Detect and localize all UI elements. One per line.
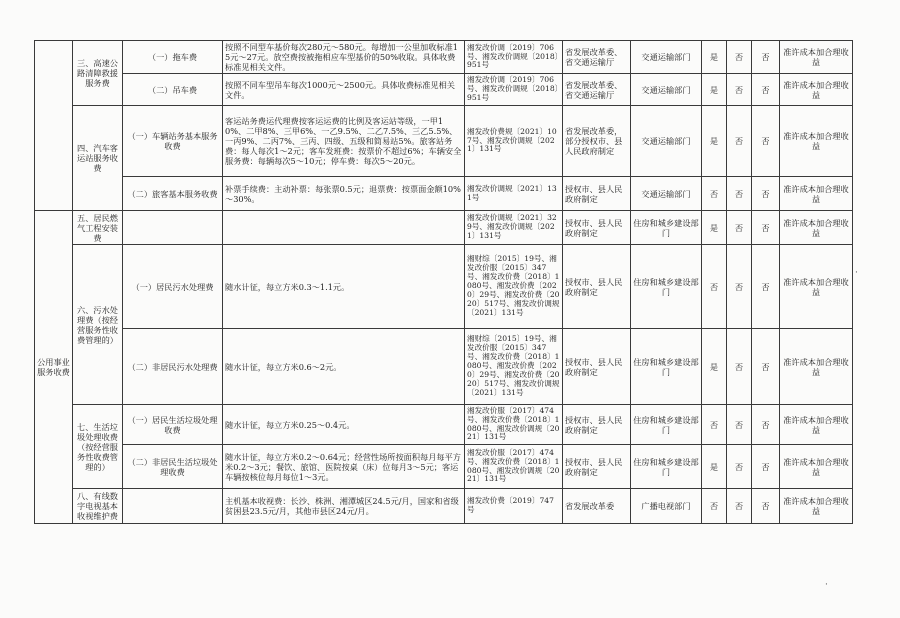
basis-cell: 湘发改价费〔2019〕747号 [465, 489, 563, 524]
flag-cell: 否 [727, 211, 752, 245]
standard-cell: 随水计征，每立方米0.6～2元。 [223, 329, 465, 405]
flag-cell: 否 [702, 245, 727, 329]
dept-cell: 住房和城乡建设部门 [631, 445, 702, 489]
flag-cell: 否 [752, 177, 780, 211]
dept-cell: 住房和城乡建设部门 [631, 245, 702, 329]
flag-cell: 是 [702, 329, 727, 405]
note-cell: 准许成本加合理收益 [780, 177, 853, 211]
pricing-cell: 授权市、县人民政府制定 [563, 211, 631, 245]
basis-cell: 湘发改价调〔2019〕706号、湘发改价调规〔2018〕951号 [465, 41, 563, 74]
flag-cell: 否 [727, 405, 752, 445]
dept-cell: 交通运输部门 [631, 74, 702, 106]
dept-cell: 住房和城乡建设部门 [631, 405, 702, 445]
pricing-cell: 省发展改革委、省交通运输厅 [563, 41, 631, 74]
table-row [35, 489, 853, 524]
basis-cell: 湘发改价调规〔2021〕329号、湘发改价调规〔2021〕131号 [465, 211, 563, 245]
flag-cell: 否 [752, 41, 780, 74]
flag-cell: 是 [702, 445, 727, 489]
pricing-cell: 授权市、县人民政府制定 [563, 445, 631, 489]
note-cell: 准许成本加合理收益 [780, 489, 853, 524]
scan-speck: · [825, 580, 828, 590]
flag-cell: 否 [702, 405, 727, 445]
pricing-cell: 省发展改革委，部分授权市、县人民政府制定 [563, 106, 631, 177]
level1-cell: 八、有线数字电视基本收视维护费 [73, 489, 123, 524]
flag-cell: 是 [702, 74, 727, 106]
level1-cell: 四、汽车客运站服务收费 [73, 106, 123, 211]
dept-cell: 交通运输部门 [631, 106, 702, 177]
dept-cell: 广播电视部门 [631, 489, 702, 524]
pricing-cell: 授权市、县人民政府制定 [563, 329, 631, 405]
basis-cell: 湘财综〔2015〕19号、湘发改价服〔2015〕347号、湘发改价费〔2018〕1080号、湘发改价费〔2020〕29号、湘发改价费〔2020〕517号、湘发改价调规〔2021〕131号 [465, 329, 563, 405]
flag-cell: 否 [752, 74, 780, 106]
basis-cell: 湘财综〔2015〕19号、湘发改价服〔2015〕347号、湘发改价费〔2018〕1080号、湘发改价费〔2020〕29号、湘发改价费〔2020〕517号、湘发改价调规〔2021〕131号 [465, 245, 563, 329]
note-cell: 准许成本加合理收益 [780, 211, 853, 245]
category-cell: 公用事业服务收费 [35, 211, 73, 524]
dept-cell: 住房和城乡建设部门 [631, 211, 702, 245]
flag-cell: 否 [727, 445, 752, 489]
table-row [35, 211, 853, 245]
standard-cell: 随水计征，每立方米0.2～0.64元；经营性场所按面积每月每平方米0.2～3元；餐饮、旅馆、医院按桌（床）位每月3～5元；客运车辆按核位每月每位1～3元。 [223, 445, 465, 489]
standard-cell [223, 211, 465, 245]
item-cell: （二）非居民生活垃圾处理收费 [123, 445, 223, 489]
item-cell: （一）车辆站务基本服务收费 [123, 106, 223, 177]
flag-cell: 否 [727, 74, 752, 106]
standard-cell: 补票手续费：主动补票：每张票0.5元；退票费：按票面金额10%～30%。 [223, 177, 465, 211]
table-row [35, 445, 853, 489]
scan-speck: · [855, 268, 858, 278]
basis-cell: 湘发改价费规〔2021〕107号、湘发改价调规〔2021〕131号 [465, 106, 563, 177]
table-row [35, 245, 853, 329]
flag-cell: 否 [752, 445, 780, 489]
pricing-cell: 授权市、县人民政府制定 [563, 177, 631, 211]
flag-cell: 否 [727, 489, 752, 524]
note-cell: 准许成本加合理收益 [780, 405, 853, 445]
flag-cell: 否 [752, 405, 780, 445]
table-row [35, 41, 853, 74]
flag-cell: 否 [727, 41, 752, 74]
note-cell: 准许成本加合理收益 [780, 245, 853, 329]
flag-cell: 否 [727, 245, 752, 329]
level1-cell: 三、高速公路清障救援服务费 [73, 41, 123, 106]
note-cell: 准许成本加合理收益 [780, 74, 853, 106]
item-cell: （一）拖车费 [123, 41, 223, 74]
flag-cell: 否 [727, 177, 752, 211]
flag-cell: 是 [702, 41, 727, 74]
note-cell: 准许成本加合理收益 [780, 445, 853, 489]
item-cell: （一）居民污水处理费 [123, 245, 223, 329]
item-cell [123, 211, 223, 245]
pricing-cell: 授权市、县人民政府制定 [563, 405, 631, 445]
standard-cell: 按照不同型车基价每次280元～580元。每增加一公里加收标准15元～27元。放空费按被拖相应车型基价的50%收取。具体收费标准见相关文件。 [223, 41, 465, 74]
category-cell-top [35, 41, 73, 211]
standard-cell: 随水计征，每立方米0.25～0.4元。 [223, 405, 465, 445]
dept-cell: 交通运输部门 [631, 177, 702, 211]
flag-cell: 否 [752, 211, 780, 245]
pricing-cell: 授权市、县人民政府制定 [563, 245, 631, 329]
flag-cell: 否 [752, 489, 780, 524]
standard-cell: 随水计征，每立方米0.3～1.1元。 [223, 245, 465, 329]
fee-table [34, 40, 853, 524]
basis-cell: 湘发改价调〔2019〕706号、湘发改价调规〔2018〕951号 [465, 74, 563, 106]
dept-cell: 交通运输部门 [631, 41, 702, 74]
item-cell [123, 489, 223, 524]
item-cell: （一）居民生活垃圾处理收费 [123, 405, 223, 445]
level1-cell: 七、生活垃圾处理收费（按经营服务性收费管理的） [73, 405, 123, 489]
note-cell: 准许成本加合理收益 [780, 41, 853, 74]
standard-cell: 按照不同车型吊车每次1000元～2500元。具体收费标准见相关文件。 [223, 74, 465, 106]
standard-cell: 主机基本收视费：长沙、株洲、湘潭城区24.5元/月，国家和省级贫困县23.5元/月，其他市县区24元/月。 [223, 489, 465, 524]
flag-cell: 否 [752, 245, 780, 329]
item-cell: （二）旅客基本服务收费 [123, 177, 223, 211]
basis-cell: 湘发改价服〔2017〕474号、湘发改价费〔2018〕1080号、湘发改价调规〔2021〕131号 [465, 445, 563, 489]
table-row [35, 106, 853, 177]
table-row [35, 405, 853, 445]
flag-cell: 否 [702, 177, 727, 211]
table-row [35, 74, 853, 106]
flag-cell: 否 [727, 106, 752, 177]
table-row [35, 177, 853, 211]
flag-cell: 是 [702, 211, 727, 245]
flag-cell: 否 [702, 489, 727, 524]
basis-cell: 湘发改价服〔2017〕474号、湘发改价费〔2018〕1080号、湘发改价调规〔2021〕131号 [465, 405, 563, 445]
note-cell: 准许成本加合理收益 [780, 106, 853, 177]
item-cell: （二）非居民污水处理费 [123, 329, 223, 405]
standard-cell: 客运站务费运代理费按客运运费的比例及客运站等级，一甲10%、二甲8%、三甲6%、一乙9.5%、二乙7.5%、三乙5.5%、一丙9%、二丙7%、三丙、四级、五级和简易站5%。旅客站务费：每人每次1～2元；客车发班费：按票价不超过6%；车辆安全服务费：每辆每次5～10元；停车费：每次5～20元。 [223, 106, 465, 177]
flag-cell: 否 [752, 329, 780, 405]
flag-cell: 否 [752, 106, 780, 177]
level1-cell: 六、污水处理费（按经营服务性收费管理的） [73, 245, 123, 405]
item-cell: （二）吊车费 [123, 74, 223, 106]
basis-cell: 湘发改价调规〔2021〕131号 [465, 177, 563, 211]
pricing-cell: 省发展改革委 [563, 489, 631, 524]
level1-cell: 五、居民燃气工程安装费 [73, 211, 123, 245]
flag-cell: 是 [702, 106, 727, 177]
note-cell: 准许成本加合理收益 [780, 329, 853, 405]
flag-cell: 否 [727, 329, 752, 405]
table-row [35, 329, 853, 405]
pricing-cell: 省发展改革委、省交通运输厅 [563, 74, 631, 106]
dept-cell: 住房和城乡建设部门 [631, 329, 702, 405]
